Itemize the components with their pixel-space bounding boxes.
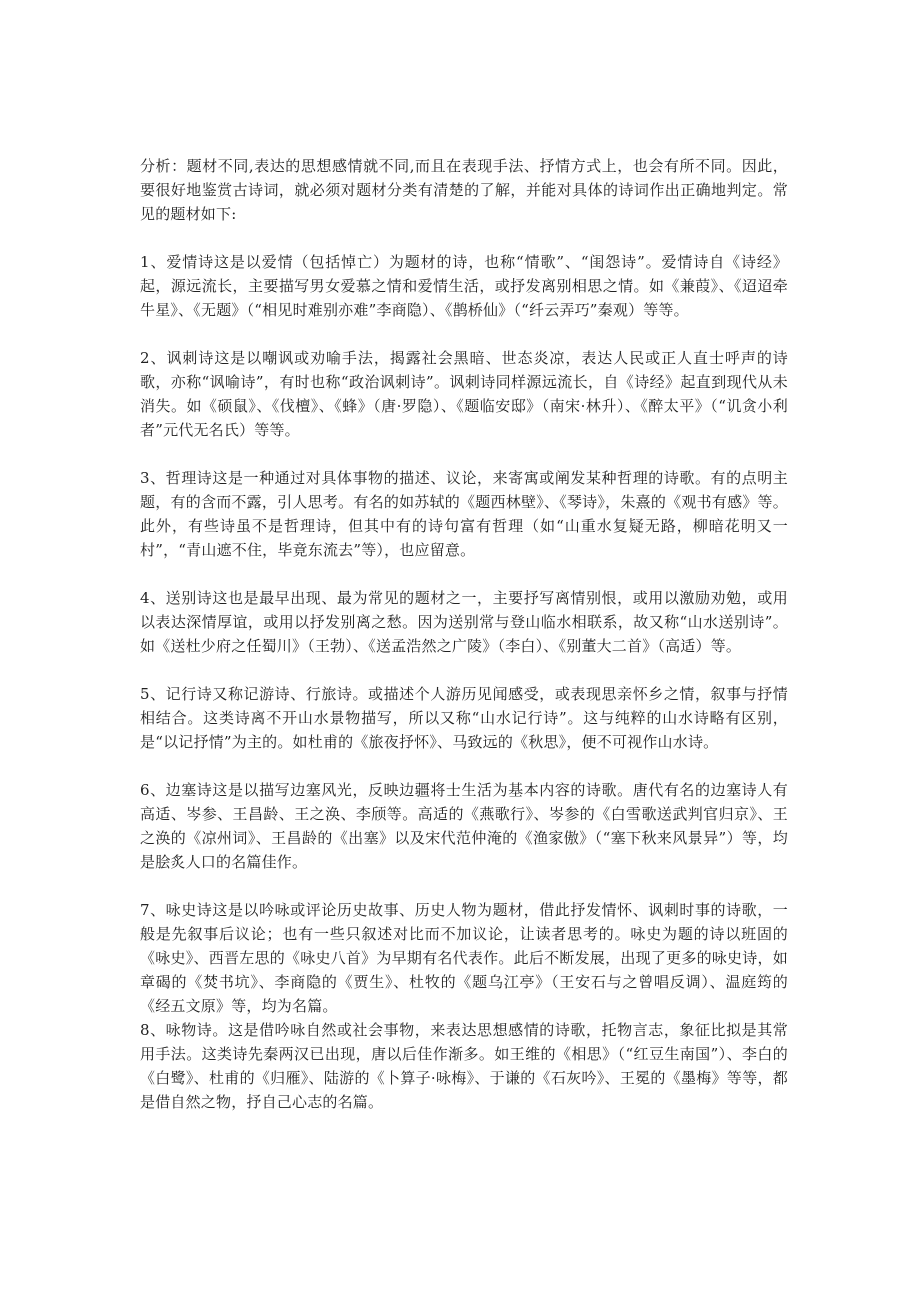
document-body bbox=[140, 154, 788, 1114]
section-frontier-poetry: 6、边塞诗这是以描写边塞风光，反映边疆将士生活为基本内容的诗歌。唐代有名的边塞诗人有高适、岑参、王昌龄、王之涣、李颀等。高适的《燕歌行》、岑参的《白雪歌送武判官归京》、王之涣的《凉州词》、王昌龄的《出塞》以及宋代范仲淹的《渔家傲》（“塞下秋来风景异”）等，均是脍炙人口的名篇佳作。 bbox=[140, 781, 788, 871]
section-history-poetry: 7、咏史诗这是以吟咏或评论历史故事、历史人物为题材，借此抒发情怀、讽刺时事的诗歌，一般是先叙事后议论；也有一些只叙述对比而不加议论，让读者思考的。咏史为题的诗以班固的《咏史》、西晋左思的《咏史八首》为早期有名代表作。此后不断发展，出现了更多的咏史诗，如章碣的《焚书坑》、李商隐的《贾生》、杜牧的《题乌江亭》（王安石与之曾唱反调）、温庭筠的《经五文原》等，均为名篇。 bbox=[140, 901, 788, 1015]
section-philosophy-poetry: 3、哲理诗这是一种通过对具体事物的描述、议论，来寄寓或阐发某种哲理的诗歌。有的点明主题，有的含而不露，引人思考。有名的如苏轼的《题西林壁》、《琴诗》，朱熹的《观书有感》等。此外，有些诗虽不是哲理诗，但其中有的诗句富有哲理（如“山重水复疑无路，柳暗花明又一村”，“青山遮不住，毕竟东流去”等），也应留意。 bbox=[140, 469, 788, 559]
section-travel-poetry: 5、记行诗又称记游诗、行旅诗。或描述个人游历见闻感受，或表现思亲怀乡之情，叙事与抒情相结合。这类诗离不开山水景物描写，所以又称“山水记行诗”。这与纯粹的山水诗略有区别，是“以记抒情”为主的。如杜甫的《旅夜抒怀》、马致远的《秋思》，便不可视作山水诗。 bbox=[140, 685, 788, 751]
section-farewell-poetry: 4、送别诗这也是最早出现、最为常见的题材之一，主要抒写离情别恨，或用以激励劝勉，或用以表达深情厚谊，或用以抒发别离之愁。因为送别常与登山临水相联系，故又称“山水送别诗”。如《送杜少府之任蜀川》（王勃）、《送孟浩然之广陵》（李白）、《别董大二首》（高适）等。 bbox=[140, 589, 788, 655]
section-love-poetry: 1、爱情诗这是以爱情（包括悼亡）为题材的诗，也称“情歌”、“闺怨诗”。爱情诗自《诗经》起，源远流长，主要描写男女爱慕之情和爱情生活，或抒发离别相思之情。如《兼葭》、《迢迢牵牛星》、《无题》（“相见时难别亦难”李商隐）、《鹊桥仙》（“纤云弄巧”秦观）等等。 bbox=[140, 253, 788, 319]
section-satire-poetry: 2、讽刺诗这是以嘲讽或劝喻手法，揭露社会黑暗、世态炎凉，表达人民或正人直士呼声的诗歌，亦称“讽喻诗”，有时也称“政治讽刺诗”。讽刺诗同样源远流长，自《诗经》起直到现代从未消失。如《硕鼠》、《伐檀》、《蜂》（唐·罗隐）、《题临安邸》（南宋·林升）、《醉太平》（“讥贪小利者”元代无名氏）等等。 bbox=[140, 349, 788, 439]
section-object-poetry: 8、咏物诗。这是借吟咏自然或社会事物，来表达思想感情的诗歌，托物言志，象征比拟是其常用手法。这类诗先秦两汉已出现，唐以后佳作渐多。如王维的《相思》（“红豆生南国”）、李白的《白鹭》、杜甫的《归雁》、陆游的《卜算子·咏梅》、于谦的《石灰吟》、王冕的《墨梅》等等，都是借自然之物，抒自己心志的名篇。 bbox=[140, 1021, 788, 1111]
intro-paragraph: 分析：题材不同,表达的思想感情就不同,而且在表现手法、抒情方式上，也会有所不同。因此，要很好地鉴赏古诗词，就必须对题材分类有清楚的了解，并能对具体的诗词作出正确地判定。常见的题材如下: bbox=[140, 157, 788, 223]
